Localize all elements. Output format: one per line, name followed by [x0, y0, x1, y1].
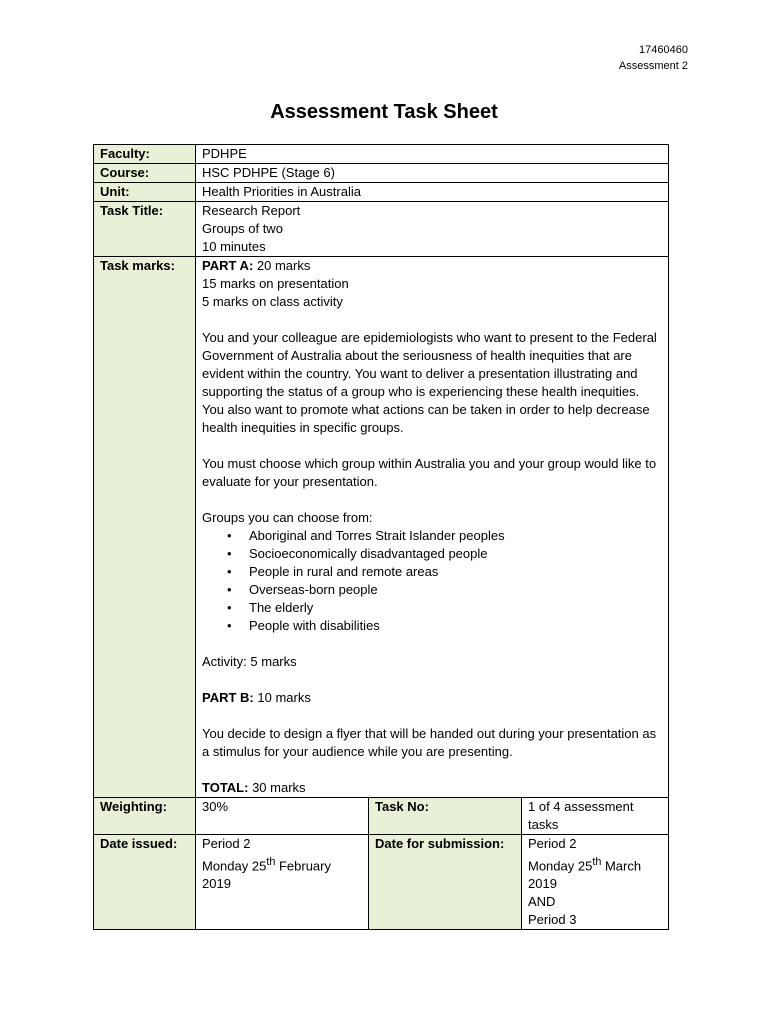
- unit-label: Unit:: [94, 183, 196, 202]
- task-no-value: 1 of 4 assessment tasks: [522, 798, 669, 835]
- weighting-row: [94, 798, 669, 835]
- part-b-line: [202, 689, 662, 707]
- faculty-label: Faculty:: [94, 145, 196, 164]
- date-issued-label: Date issued:: [94, 835, 196, 930]
- submission-date: [528, 853, 662, 893]
- faculty-value: PDHPE: [196, 145, 669, 164]
- course-value: HSC PDHPE (Stage 6): [196, 164, 669, 183]
- part-b-value: 10 marks: [253, 690, 311, 705]
- list-item: • Overseas-born people: [249, 581, 662, 599]
- groups-intro: Groups you can choose from:: [202, 510, 373, 525]
- date-issued-value: [196, 835, 369, 930]
- task-marks-row: [94, 257, 669, 798]
- task-sheet-table: [93, 144, 669, 930]
- course-label: Course:: [94, 164, 196, 183]
- page-title: Assessment Task Sheet: [270, 101, 498, 123]
- flyer-description: You decide to design a flyer that will be handed out during your presentation as a stimulus for your audience while you are presenting.: [202, 726, 657, 759]
- part-a-detail: 5 marks on class activity: [202, 294, 343, 309]
- submission-month-year: March 2019: [528, 858, 642, 892]
- activity-marks: Activity: 5 marks: [202, 654, 297, 669]
- issued-date: [202, 853, 362, 893]
- total-label: TOTAL:: [202, 780, 249, 795]
- part-b-label: PART B:: [202, 690, 254, 705]
- task-title-value: [196, 202, 669, 257]
- issued-period: Period 2: [202, 836, 251, 851]
- list-item: • People in rural and remote areas: [249, 563, 662, 581]
- list-item: • People with disabilities: [249, 617, 662, 635]
- submission-date-value: [522, 835, 669, 930]
- task-title-row: [94, 202, 669, 257]
- submission-period-2: Period 3: [528, 912, 577, 928]
- task-title-line: Research Report: [202, 203, 301, 218]
- task-title-line: Groups of two: [202, 221, 283, 236]
- task-no-label: Task No:: [369, 798, 522, 835]
- total-value: 30 marks: [248, 780, 306, 795]
- assessment-label: Assessment 2: [618, 60, 688, 72]
- submission-day-suffix: th: [592, 856, 602, 868]
- total-line: [202, 779, 662, 797]
- unit-value: Health Priorities in Australia: [196, 183, 669, 202]
- part-a-detail: 15 marks on presentation: [202, 276, 349, 291]
- submission-period: Period 2: [528, 836, 577, 851]
- submission-day: Monday 25: [528, 858, 593, 874]
- list-item: • The elderly: [249, 599, 662, 617]
- submission-date-label: Date for submission:: [369, 835, 522, 930]
- task-description: You and your colleague are epidemiologists who want to present to the Federal Government of Australia about the seriousness of health inequities that are evident within the country. You want to deliver a presentation illustrating and supporting the status of a group who is experiencing these health inequities. You also want to promote what actions can be taken in order to help decrease health inequities in specific groups.: [202, 330, 657, 435]
- weighting-value: 30%: [196, 798, 369, 835]
- list-item: • Socioeconomically disadvantaged people: [249, 545, 662, 563]
- student-id: 17460460: [639, 44, 688, 56]
- date-row: [94, 835, 669, 930]
- list-item: • Aboriginal and Torres Strait Islander peoples: [249, 527, 662, 545]
- task-title-line: 10 minutes: [202, 239, 266, 254]
- weighting-label: Weighting:: [94, 798, 196, 835]
- submission-and: AND: [528, 894, 556, 910]
- task-marks-label: Task marks:: [94, 257, 196, 798]
- task-title-label: Task Title:: [94, 202, 196, 257]
- groups-list: [202, 527, 662, 635]
- task-marks-content: [196, 257, 669, 798]
- faculty-row: [94, 145, 669, 164]
- document-header: [619, 42, 688, 74]
- part-a-line: [202, 257, 662, 275]
- course-row: [94, 164, 669, 183]
- issued-day: Monday 25: [202, 858, 267, 874]
- group-choice-instruction: You must choose which group within Australia you and your group would like to evaluate for your presentation.: [202, 456, 657, 489]
- part-a-label: PART A:: [202, 258, 254, 273]
- issued-day-suffix: th: [266, 856, 276, 868]
- issued-month-year: February 2019: [202, 858, 331, 892]
- unit-row: [94, 183, 669, 202]
- part-a-value: 20 marks: [253, 258, 311, 273]
